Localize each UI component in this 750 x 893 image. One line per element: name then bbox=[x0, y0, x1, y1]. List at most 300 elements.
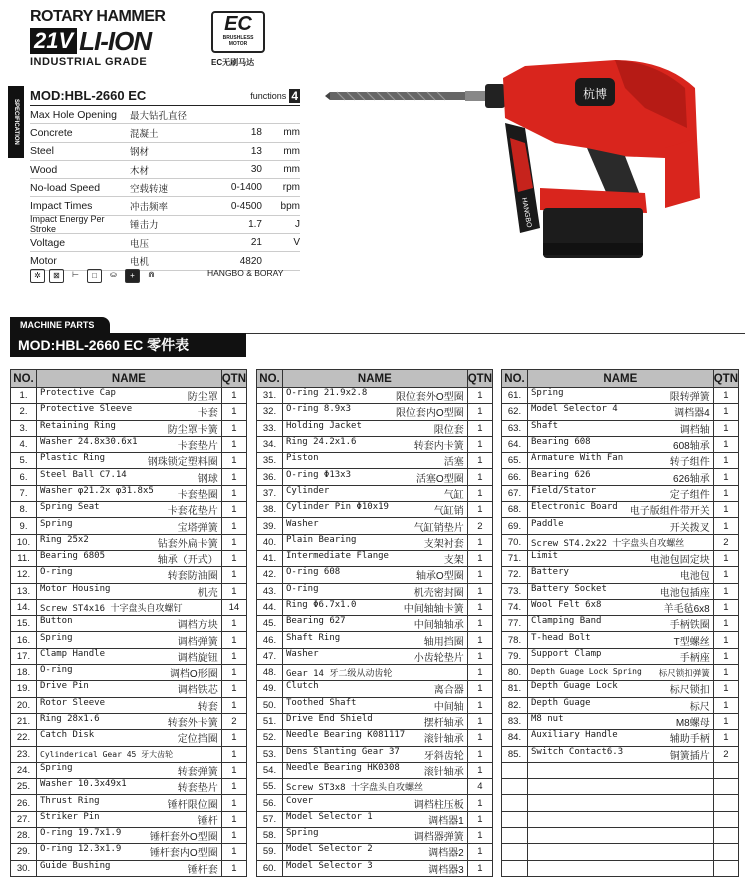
part-name-cn: 机壳 bbox=[197, 587, 218, 599]
table-row bbox=[502, 713, 739, 729]
part-name-cn: 牙斜齿轮 bbox=[423, 750, 464, 762]
part-name-cell bbox=[37, 730, 222, 746]
part-quantity: 1 bbox=[713, 388, 738, 404]
part-name: Clamping Band bbox=[531, 616, 602, 627]
spec-unit: mm bbox=[283, 145, 300, 157]
spec-label: Wood bbox=[30, 163, 58, 176]
part-number: 60. bbox=[257, 860, 283, 876]
spec-label-cn: 空载转速 bbox=[130, 183, 169, 195]
part-number: 79. bbox=[502, 648, 528, 664]
part-number bbox=[502, 795, 528, 811]
part-quantity: 1 bbox=[467, 453, 492, 469]
part-quantity: 2 bbox=[467, 518, 492, 534]
part-name-cell bbox=[528, 681, 714, 697]
part-name-cn: 机壳密封圈 bbox=[413, 587, 464, 599]
part-name-cn: 调档O形圈 bbox=[169, 669, 218, 681]
part-name: Auxiliary Handle bbox=[531, 730, 618, 741]
part-name-cell bbox=[528, 779, 714, 795]
part-name-cn: 转套外卡簧 bbox=[167, 718, 218, 730]
part-name: Battery Socket bbox=[531, 583, 607, 594]
col-name-header: NAME bbox=[528, 370, 714, 388]
part-name-cn: 调档铁芯 bbox=[177, 685, 218, 697]
table-row bbox=[257, 828, 493, 844]
spec-model: MOD:HBL-2660 EC bbox=[30, 88, 147, 103]
part-name-cn: 离合器 bbox=[433, 685, 464, 697]
part-number: 31. bbox=[257, 388, 283, 404]
ec-logo-text: EC bbox=[224, 13, 252, 35]
part-name-cn: 卡套 bbox=[197, 408, 218, 420]
table-row bbox=[257, 502, 493, 518]
part-name-cell bbox=[528, 485, 714, 501]
part-name: Wool Felt 6x8 bbox=[531, 600, 602, 610]
part-name-cell bbox=[283, 404, 468, 420]
functions-indicator bbox=[250, 89, 300, 103]
part-number bbox=[502, 779, 528, 795]
part-name-cell bbox=[37, 485, 222, 501]
col-no-header: NO. bbox=[257, 370, 283, 388]
part-name-cell bbox=[283, 746, 468, 762]
part-number: 26. bbox=[11, 795, 37, 811]
part-name-cell bbox=[37, 502, 222, 518]
part-name-cell bbox=[528, 730, 714, 746]
part-name-cell bbox=[283, 860, 468, 876]
part-number: 24. bbox=[11, 762, 37, 778]
part-name-cell bbox=[283, 485, 468, 501]
voltage-badge: 21V bbox=[30, 28, 77, 54]
table-header-row bbox=[502, 370, 739, 388]
part-number: 21. bbox=[11, 713, 37, 729]
part-number: 30. bbox=[11, 860, 37, 876]
part-name-cell bbox=[283, 697, 468, 713]
part-quantity: 1 bbox=[467, 828, 492, 844]
part-number: 37. bbox=[257, 485, 283, 501]
part-name-cn: 调档器4 bbox=[674, 408, 710, 420]
part-name: Model Selector 4 bbox=[531, 404, 618, 415]
part-number: 19. bbox=[11, 681, 37, 697]
part-name: Screw ST4x16 十字盘头自攻螺钉 bbox=[40, 604, 183, 614]
table-row bbox=[502, 697, 739, 713]
part-name: Shaft bbox=[531, 420, 559, 431]
part-name-cell bbox=[37, 811, 222, 827]
part-name-cell bbox=[528, 795, 714, 811]
part-name: Clutch bbox=[286, 681, 319, 692]
part-number: 16. bbox=[11, 632, 37, 648]
part-name-cn: 摆杆轴承 bbox=[423, 718, 464, 730]
spec-label-cn: 最大钻孔直径 bbox=[130, 110, 188, 122]
table-row bbox=[11, 453, 247, 469]
part-number: 64. bbox=[502, 436, 528, 452]
part-name-cell bbox=[37, 404, 222, 420]
part-name-cell bbox=[528, 567, 714, 583]
part-name-cell bbox=[283, 665, 468, 681]
spec-label-cn: 冲击频率 bbox=[130, 202, 169, 214]
part-name: Dens Slanting Gear 37 bbox=[286, 746, 400, 757]
part-quantity: 1 bbox=[221, 632, 246, 648]
part-name-cn: 转套 bbox=[197, 701, 218, 713]
part-name-cell bbox=[37, 648, 222, 664]
part-name-cell bbox=[528, 828, 714, 844]
part-number: 63. bbox=[502, 420, 528, 436]
table-row bbox=[11, 404, 247, 420]
part-number: 22. bbox=[11, 730, 37, 746]
part-name-cell bbox=[37, 534, 222, 550]
part-quantity: 1 bbox=[713, 632, 738, 648]
part-name-cell bbox=[528, 550, 714, 566]
part-name: Protective Cap bbox=[40, 388, 116, 399]
table-row bbox=[257, 844, 493, 860]
part-number: 4. bbox=[11, 436, 37, 452]
spec-label-cn: 电压 bbox=[130, 238, 150, 250]
part-number: 49. bbox=[257, 681, 283, 697]
table-row bbox=[502, 567, 739, 583]
part-name-cn: 电池包固定块 bbox=[649, 555, 710, 567]
part-name: Cover bbox=[286, 795, 314, 806]
part-name-cell bbox=[37, 420, 222, 436]
table-row bbox=[11, 420, 247, 436]
table-row bbox=[502, 583, 739, 599]
table-row bbox=[502, 518, 739, 534]
table-row bbox=[257, 795, 493, 811]
part-name-cn: 防尘罩卡簧 bbox=[167, 424, 218, 436]
part-quantity: 1 bbox=[713, 713, 738, 729]
part-name: O-ring 608 bbox=[286, 567, 341, 578]
part-name-cell bbox=[37, 681, 222, 697]
part-number: 33. bbox=[257, 420, 283, 436]
part-quantity: 1 bbox=[467, 404, 492, 420]
part-name-cn: 锤杆限位圈 bbox=[167, 799, 218, 811]
part-name-cell bbox=[283, 518, 468, 534]
part-number: 65. bbox=[502, 453, 528, 469]
table-row bbox=[11, 681, 247, 697]
part-name-cn: 调档弹簧 bbox=[177, 636, 218, 648]
part-name: Retaining Ring bbox=[40, 420, 116, 431]
part-number: 52. bbox=[257, 730, 283, 746]
part-name-cell bbox=[528, 436, 714, 452]
part-number bbox=[502, 828, 528, 844]
part-name: Thrust Ring bbox=[40, 795, 100, 806]
part-number: 46. bbox=[257, 632, 283, 648]
table-row bbox=[257, 665, 493, 681]
part-quantity bbox=[713, 779, 738, 795]
part-name-cn: 轴承（开式） bbox=[157, 555, 218, 567]
part-name: Ring 24.2x1.6 bbox=[286, 437, 357, 448]
spec-unit: bpm bbox=[280, 200, 300, 212]
part-quantity: 1 bbox=[221, 828, 246, 844]
part-quantity: 1 bbox=[713, 681, 738, 697]
part-name: O-ring 12.3x1.9 bbox=[40, 844, 122, 855]
part-name-cell bbox=[283, 534, 468, 550]
part-name-cn: 转套防油圈 bbox=[167, 571, 218, 583]
part-number: 40. bbox=[257, 534, 283, 550]
table-row bbox=[11, 583, 247, 599]
part-name-cn: 锤杆套内O型圈 bbox=[149, 848, 218, 860]
part-name-cell bbox=[283, 844, 468, 860]
part-name: O-ring bbox=[40, 665, 73, 676]
part-quantity: 1 bbox=[713, 583, 738, 599]
part-number: 17. bbox=[11, 648, 37, 664]
part-quantity: 1 bbox=[467, 583, 492, 599]
table-row bbox=[502, 730, 739, 746]
spec-label: Concrete bbox=[30, 126, 73, 139]
part-quantity: 1 bbox=[467, 485, 492, 501]
part-name: Steel Ball C7.14 bbox=[40, 469, 127, 480]
table-row bbox=[257, 599, 493, 615]
part-name-cn: 标尺锁扣弹簧 bbox=[658, 667, 710, 678]
part-name-cell bbox=[37, 388, 222, 404]
table-row bbox=[257, 583, 493, 599]
part-name-cn: 中间轴轴承 bbox=[413, 620, 464, 632]
part-quantity: 1 bbox=[713, 697, 738, 713]
table-row bbox=[257, 534, 493, 550]
brand-line: HANGBO & BORAY bbox=[207, 268, 284, 278]
part-name-cn: M8螺母 bbox=[675, 718, 710, 730]
part-name-cn: 羊毛毡6x8 bbox=[663, 604, 710, 615]
part-quantity: 2 bbox=[713, 746, 738, 762]
part-name-cell bbox=[37, 567, 222, 583]
part-number: 38. bbox=[257, 502, 283, 518]
part-quantity: 1 bbox=[713, 502, 738, 518]
spec-row bbox=[30, 106, 300, 124]
part-name: Model Selector 1 bbox=[286, 811, 373, 822]
part-name: Bearing 626 bbox=[531, 469, 591, 480]
table-row bbox=[257, 648, 493, 664]
part-name-cn: 电池包 bbox=[679, 571, 710, 583]
part-quantity: 1 bbox=[221, 616, 246, 632]
table-row bbox=[11, 746, 247, 762]
functions-count: 4 bbox=[291, 88, 298, 103]
part-name-cn: 手柄铁圈 bbox=[669, 620, 710, 632]
col-qtn-header: QTN bbox=[713, 370, 738, 388]
battery-pack-icon bbox=[540, 188, 647, 258]
table-row bbox=[502, 404, 739, 420]
part-name-cell bbox=[528, 404, 714, 420]
ec-sub1: BRUSHLESS bbox=[222, 35, 254, 41]
part-number: 67. bbox=[502, 485, 528, 501]
table-row bbox=[257, 485, 493, 501]
spec-unit: rpm bbox=[282, 182, 300, 194]
part-number: 18. bbox=[11, 665, 37, 681]
part-name: Plastic Ring bbox=[40, 453, 106, 464]
part-name-cell bbox=[283, 648, 468, 664]
table-header-row bbox=[11, 370, 247, 388]
part-quantity: 1 bbox=[713, 453, 738, 469]
part-name: O-ring 21.9x2.8 bbox=[286, 388, 368, 399]
table-row bbox=[257, 436, 493, 452]
table-row bbox=[11, 502, 247, 518]
part-name: Armature With Fan bbox=[531, 453, 624, 464]
part-name: Field/Stator bbox=[531, 485, 597, 496]
table-row bbox=[257, 730, 493, 746]
part-name: Depth Guage Lock Spring bbox=[531, 666, 642, 676]
part-number: 66. bbox=[502, 469, 528, 485]
part-number: 23. bbox=[11, 746, 37, 762]
part-name: Protective Sleeve bbox=[40, 404, 133, 415]
part-name: Button bbox=[40, 616, 73, 627]
part-name: Ring 28x1.6 bbox=[40, 714, 100, 725]
part-name-cell bbox=[283, 681, 468, 697]
table-row bbox=[502, 420, 739, 436]
part-name-cell bbox=[283, 469, 468, 485]
part-quantity: 1 bbox=[221, 485, 246, 501]
part-name-cell bbox=[528, 632, 714, 648]
part-name: O-ring Φ13x3 bbox=[286, 469, 352, 480]
part-number: 47. bbox=[257, 648, 283, 664]
part-number: 36. bbox=[257, 469, 283, 485]
square-icon: □ bbox=[87, 269, 102, 283]
part-name: Motor Housing bbox=[40, 583, 111, 594]
part-quantity: 1 bbox=[467, 844, 492, 860]
product-type-title: ROTARY HAMMER bbox=[30, 8, 166, 25]
part-name: Intermediate Flange bbox=[286, 551, 389, 562]
table-row bbox=[502, 844, 739, 860]
table-row bbox=[502, 665, 739, 681]
table-row bbox=[502, 779, 739, 795]
part-quantity: 1 bbox=[467, 469, 492, 485]
part-name-cn: 支架衬套 bbox=[423, 538, 464, 550]
part-quantity: 1 bbox=[467, 811, 492, 827]
spec-label: Impact Energy Per Stroke bbox=[30, 214, 105, 235]
part-number: 27. bbox=[11, 811, 37, 827]
table-row bbox=[257, 779, 493, 795]
part-number: 51. bbox=[257, 713, 283, 729]
part-name-cn: 手柄座 bbox=[679, 652, 710, 664]
part-name-cell bbox=[528, 860, 714, 876]
spec-value: 4820 bbox=[239, 255, 262, 267]
part-number: 73. bbox=[502, 583, 528, 599]
part-name-cell bbox=[37, 697, 222, 713]
part-name-cn: 宝塔弹簧 bbox=[177, 522, 218, 534]
col-name-header: NAME bbox=[283, 370, 468, 388]
part-name: Washer bbox=[286, 518, 319, 529]
part-name: Screw ST4.2x22 十字盘头自攻螺丝 bbox=[531, 538, 685, 549]
table-row bbox=[257, 681, 493, 697]
table-row bbox=[11, 599, 247, 615]
part-quantity: 1 bbox=[221, 730, 246, 746]
specification-table bbox=[30, 86, 300, 271]
part-name-cell bbox=[528, 502, 714, 518]
spec-row bbox=[30, 216, 300, 234]
part-name-cell bbox=[37, 550, 222, 566]
part-name-cell bbox=[528, 665, 714, 681]
spec-value: 18 bbox=[250, 127, 262, 139]
brush-icon: ⋒ bbox=[148, 270, 155, 279]
part-name-cell bbox=[283, 616, 468, 632]
part-number: 61. bbox=[502, 388, 528, 404]
part-number bbox=[502, 860, 528, 876]
part-number: 43. bbox=[257, 583, 283, 599]
part-name-cn: 钻套外扁卡簧 bbox=[157, 538, 218, 550]
table-row bbox=[257, 746, 493, 762]
table-row bbox=[502, 632, 739, 648]
table-row bbox=[11, 485, 247, 501]
part-quantity: 1 bbox=[221, 746, 246, 762]
part-name-cn: 转套垫片 bbox=[177, 783, 218, 795]
part-name: O-ring 8.9x3 bbox=[286, 404, 352, 415]
drill-logo: 杭博 bbox=[582, 87, 608, 101]
table-row bbox=[11, 550, 247, 566]
part-quantity: 1 bbox=[467, 599, 492, 615]
parts-table-3 bbox=[501, 369, 739, 877]
table-row bbox=[502, 485, 739, 501]
table-row bbox=[502, 599, 739, 615]
rotary-hammer-illustration bbox=[325, 48, 720, 258]
part-name: Washer 10.3x49x1 bbox=[40, 779, 127, 790]
part-name-cell bbox=[528, 599, 714, 615]
part-quantity: 1 bbox=[221, 567, 246, 583]
part-name: Spring bbox=[286, 828, 319, 839]
part-quantity: 1 bbox=[467, 713, 492, 729]
part-name-cell bbox=[37, 469, 222, 485]
table-row bbox=[502, 811, 739, 827]
part-quantity bbox=[713, 762, 738, 778]
part-name: Support Clamp bbox=[531, 648, 602, 659]
part-name-cn: 电子版组件带开关 bbox=[629, 506, 710, 518]
li-ion-label: LI-ION bbox=[79, 26, 152, 56]
part-name-cn: 定位挡圈 bbox=[177, 734, 218, 746]
part-name-cn: 调档器2 bbox=[428, 848, 464, 860]
table-row bbox=[257, 811, 493, 827]
part-quantity: 1 bbox=[221, 697, 246, 713]
part-number: 34. bbox=[257, 436, 283, 452]
part-number: 83. bbox=[502, 713, 528, 729]
part-name-cell bbox=[37, 665, 222, 681]
part-name-cn: 锤杆套外O型圈 bbox=[149, 832, 218, 844]
part-number: 11. bbox=[11, 550, 37, 566]
part-name: Cylinder bbox=[286, 485, 330, 496]
part-quantity bbox=[713, 844, 738, 860]
part-number: 42. bbox=[257, 567, 283, 583]
part-name-cell bbox=[37, 599, 222, 615]
part-name: Model Selector 2 bbox=[286, 844, 373, 855]
part-name-cn: 轴用挡圈 bbox=[423, 636, 464, 648]
part-name-cell bbox=[283, 453, 468, 469]
hammer-mode-icon: ⊠ bbox=[49, 269, 64, 283]
grade-label: INDUSTRIAL GRADE bbox=[30, 56, 148, 68]
part-name-cn: 标尺 bbox=[689, 701, 710, 713]
spec-label: Steel bbox=[30, 145, 54, 158]
part-name: Spring Seat bbox=[40, 502, 100, 513]
part-number: 84. bbox=[502, 730, 528, 746]
part-number: 3. bbox=[11, 420, 37, 436]
part-name-cn: 608轴承 bbox=[673, 441, 710, 453]
part-quantity: 1 bbox=[467, 420, 492, 436]
part-quantity: 1 bbox=[467, 762, 492, 778]
part-quantity: 1 bbox=[467, 534, 492, 550]
part-quantity: 1 bbox=[221, 811, 246, 827]
spec-label-cn: 锤击力 bbox=[130, 220, 159, 232]
part-name-cn: 卡套垫圈 bbox=[177, 489, 218, 501]
part-name: Gear 14 牙二级从动齿轮 bbox=[286, 669, 393, 680]
part-name: Spring bbox=[531, 388, 564, 399]
parts-table-1 bbox=[10, 369, 247, 877]
col-qtn-header: QTN bbox=[467, 370, 492, 388]
part-name-cn: 钢珠锁定塑料圈 bbox=[147, 457, 218, 469]
part-name: Drive Pin bbox=[40, 681, 89, 692]
table-row bbox=[11, 388, 247, 404]
part-name: Rotor Sleeve bbox=[40, 697, 106, 708]
part-name: M8 nut bbox=[531, 714, 564, 725]
part-number: 39. bbox=[257, 518, 283, 534]
part-number: 15. bbox=[11, 616, 37, 632]
part-quantity: 1 bbox=[713, 599, 738, 615]
table-row bbox=[11, 779, 247, 795]
part-number: 53. bbox=[257, 746, 283, 762]
part-name-cn: 限转弹簧 bbox=[669, 392, 710, 404]
part-name: Holding Jacket bbox=[286, 420, 362, 431]
table-row bbox=[257, 404, 493, 420]
table-row bbox=[11, 844, 247, 860]
part-number: 1. bbox=[11, 388, 37, 404]
